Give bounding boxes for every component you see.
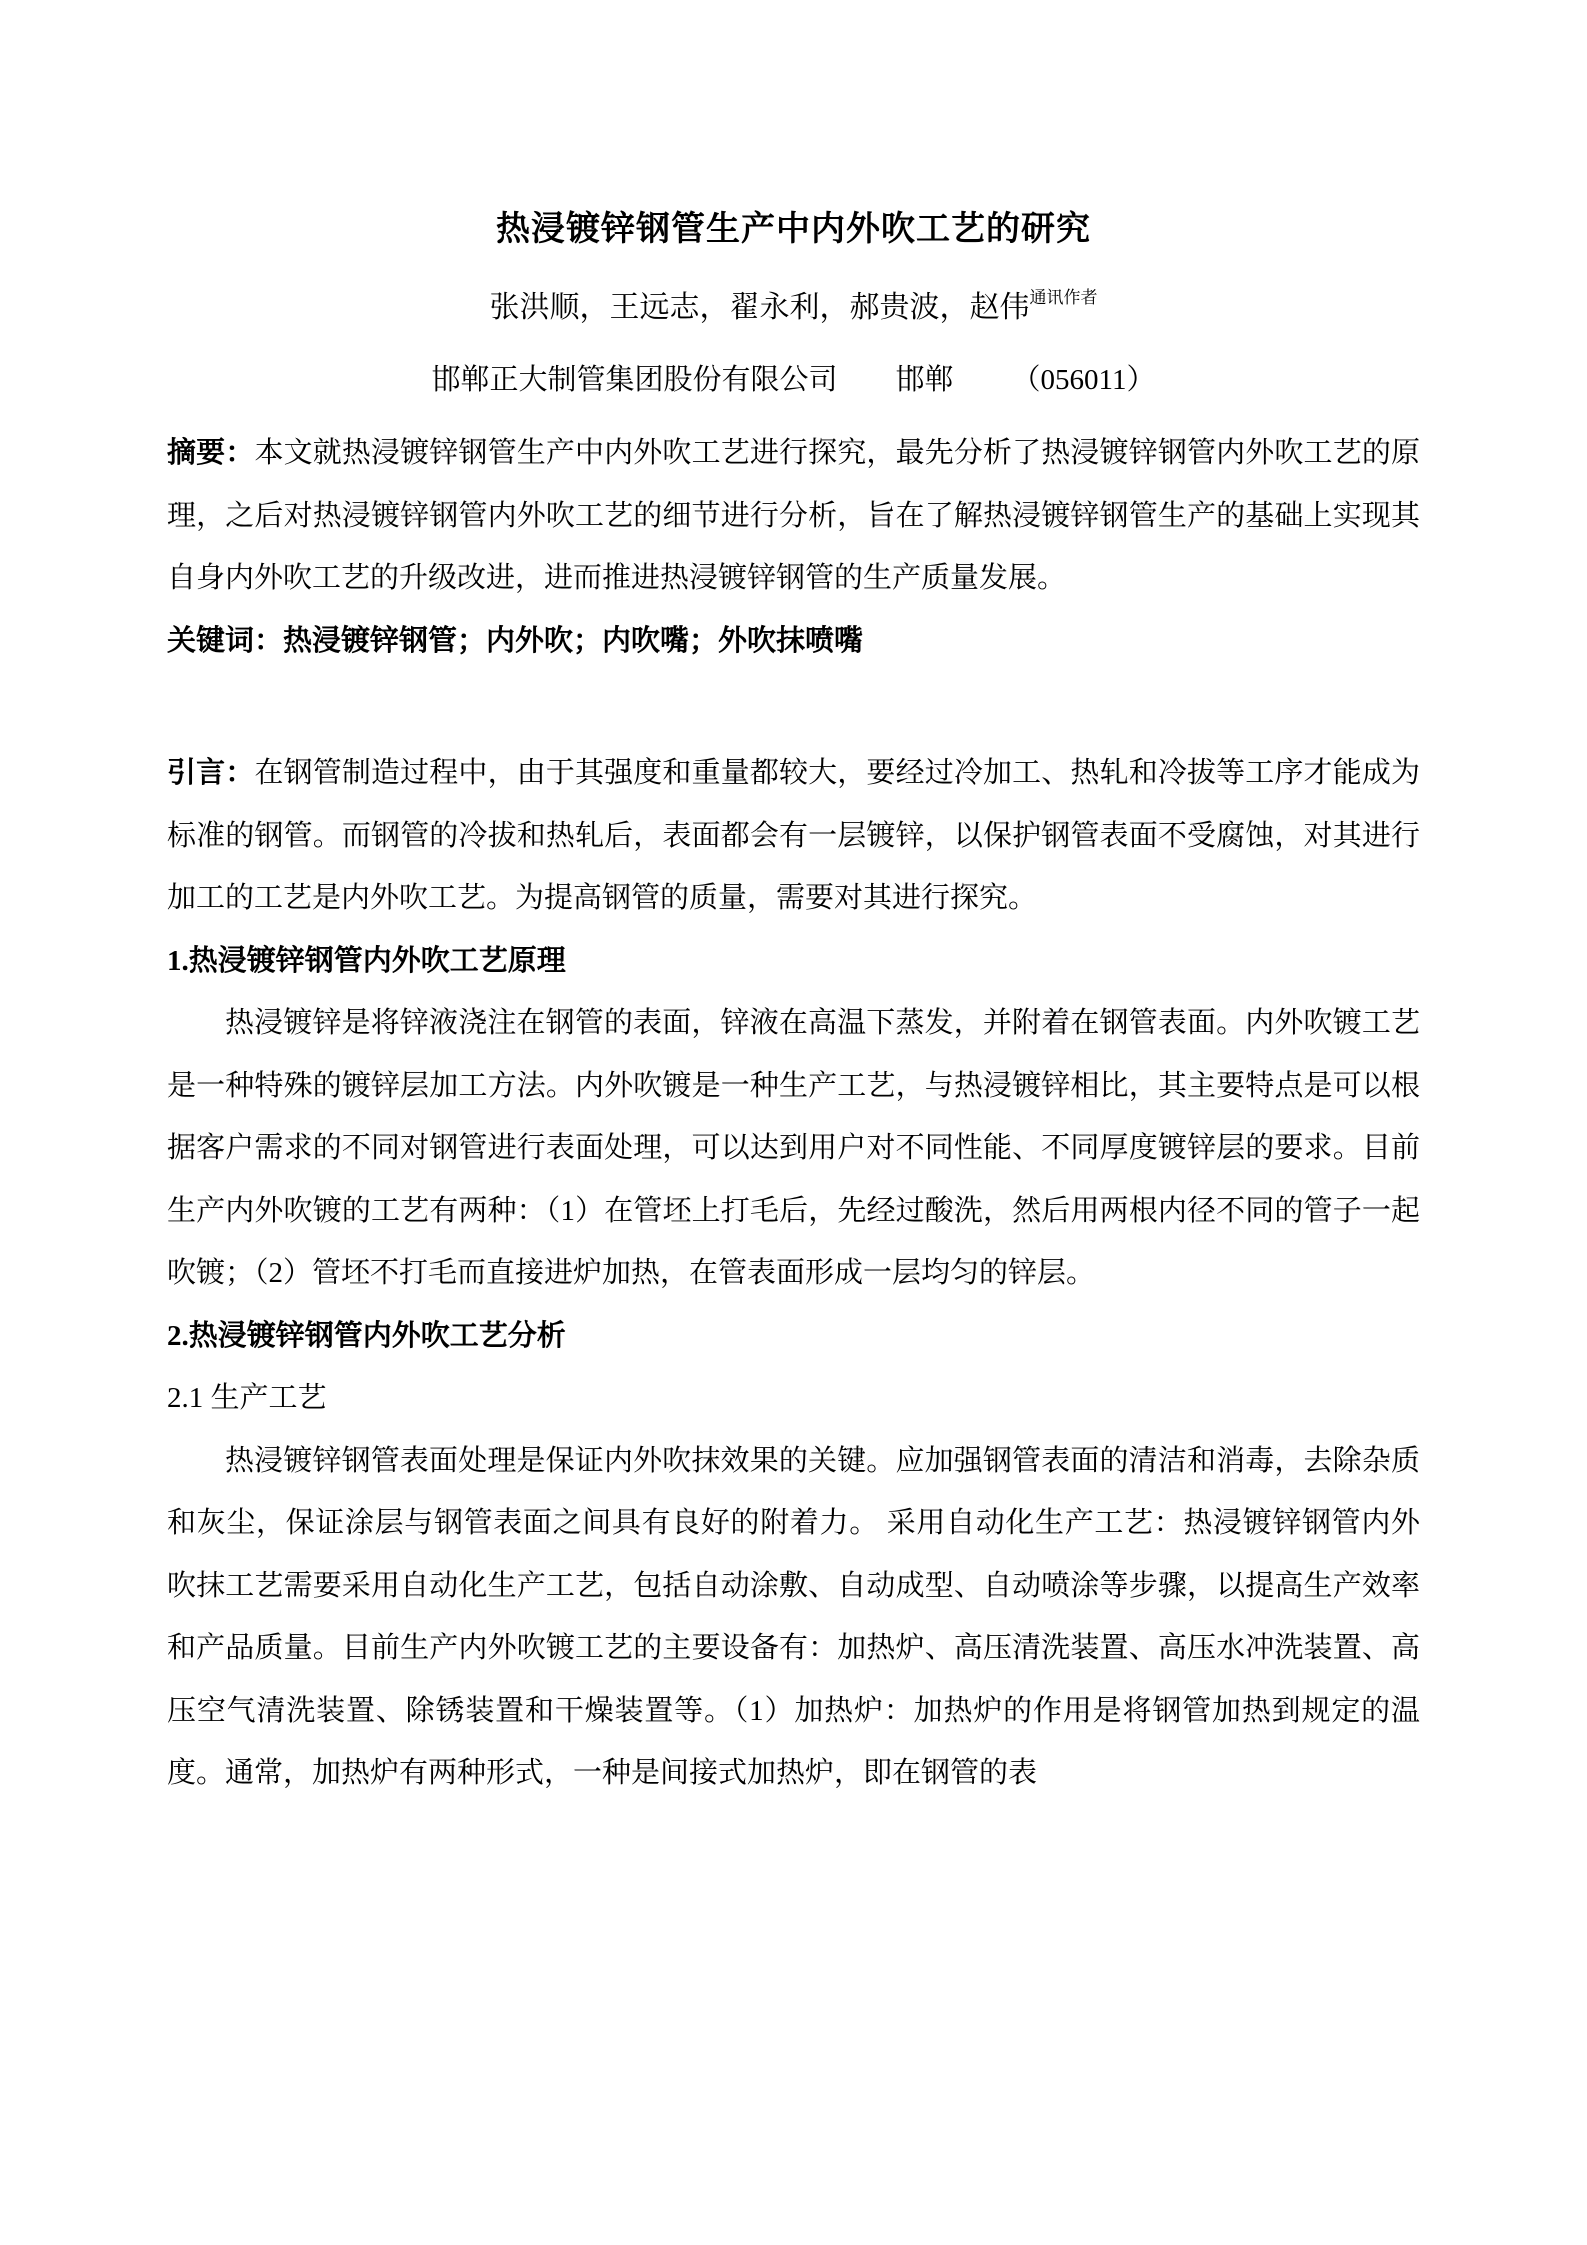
introduction-label: 引言： xyxy=(167,757,255,789)
section-2-1-paragraph: 热浸镀锌钢管表面处理是保证内外吹抹效果的关键。应加强钢管表面的清洁和消毒，去除杂质和灰尘，保证涂层与钢管表面之间具有良好的附着力。 采用自动化生产工艺：热浸镀锌钢管内外吹抹工艺需要采用自动化生产工艺，包括自动涂敷、自动成型、自动喷涂等步骤，以提高生产效率和产品质量。目前生产内外吹镀工艺的主要设备有：加热炉、高压清洗装置、高压水冲洗装置、高压空气清洗装置、除锈装置和干燥装置等。（1）加热炉：加热炉的作用是将钢管加热到规定的温度。通常，加热炉有两种形式，一种是间接式加热炉，即在钢管的表 xyxy=(167,1444,1420,1789)
abstract-label: 摘要： xyxy=(167,437,255,469)
section-2-1-heading: 2.1 生产工艺 xyxy=(167,1382,327,1414)
keywords-label: 关键词： xyxy=(167,624,284,657)
keywords-text: 热浸镀锌钢管；内外吹；内吹嘴；外吹抹喷嘴 xyxy=(283,624,864,657)
section-1-paragraph: 热浸镀锌是将锌液浇注在钢管的表面，锌液在高温下蒸发，并附着在钢管表面。内外吹镀工艺是一种特殊的镀锌层加工方法。内外吹镀是一种生产工艺，与热浸镀锌相比，其主要特点是可以根据客户需求的不同对钢管进行表面处理，可以达到用户对不同性能、不同厚度镀锌层的要求。目前生产内外吹镀的工艺有两种：（1）在管坯上打毛后，先经过酸洗，然后用两根内径不同的管子一起吹镀；（2）管坯不打毛而直接进炉加热，在管表面形成一层均匀的锌层。 xyxy=(167,1007,1420,1289)
paper-title: 热浸镀锌钢管生产中内外吹工艺的研究 xyxy=(496,211,1091,248)
abstract-text: 本文就热浸镀锌钢管生产中内外吹工艺进行探究，最先分析了热浸镀锌钢管内外吹工艺的原理，之后对热浸镀锌钢管内外吹工艺的细节进行分析，旨在了解热浸镀锌钢管生产的基础上实现其自身内外吹工艺的升级改进，进而推进热浸镀锌钢管的生产质量发展。 xyxy=(167,437,1420,594)
section-2-heading: 2.热浸镀锌钢管内外吹工艺分析 xyxy=(167,1319,566,1352)
keywords-line xyxy=(167,610,1420,673)
affiliation-city: 邯郸 xyxy=(895,364,954,396)
affiliation-line xyxy=(167,349,1420,411)
section-1-heading: 1.热浸镀锌钢管内外吹工艺原理 xyxy=(167,944,566,977)
authors-line xyxy=(167,277,1420,339)
authors: 张洪顺，王远志，翟永利，郝贵波，赵伟 xyxy=(489,291,1030,324)
affiliation-postcode: （056011） xyxy=(1011,364,1156,396)
corresponding-author-note: 通讯作者 xyxy=(1029,288,1098,307)
affiliation-org: 邯郸正大制管集团股份有限公司 xyxy=(431,364,838,396)
introduction-paragraph xyxy=(167,742,1420,930)
abstract-paragraph xyxy=(167,422,1420,610)
introduction-text: 在钢管制造过程中，由于其强度和重量都较大，要经过冷加工、热轧和冷拔等工序才能成为标准的钢管。而钢管的冷拔和热轧后，表面都会有一层镀锌，以保护钢管表面不受腐蚀，对其进行加工的工艺是内外吹工艺。为提高钢管的质量，需要对其进行探究。 xyxy=(167,757,1420,914)
